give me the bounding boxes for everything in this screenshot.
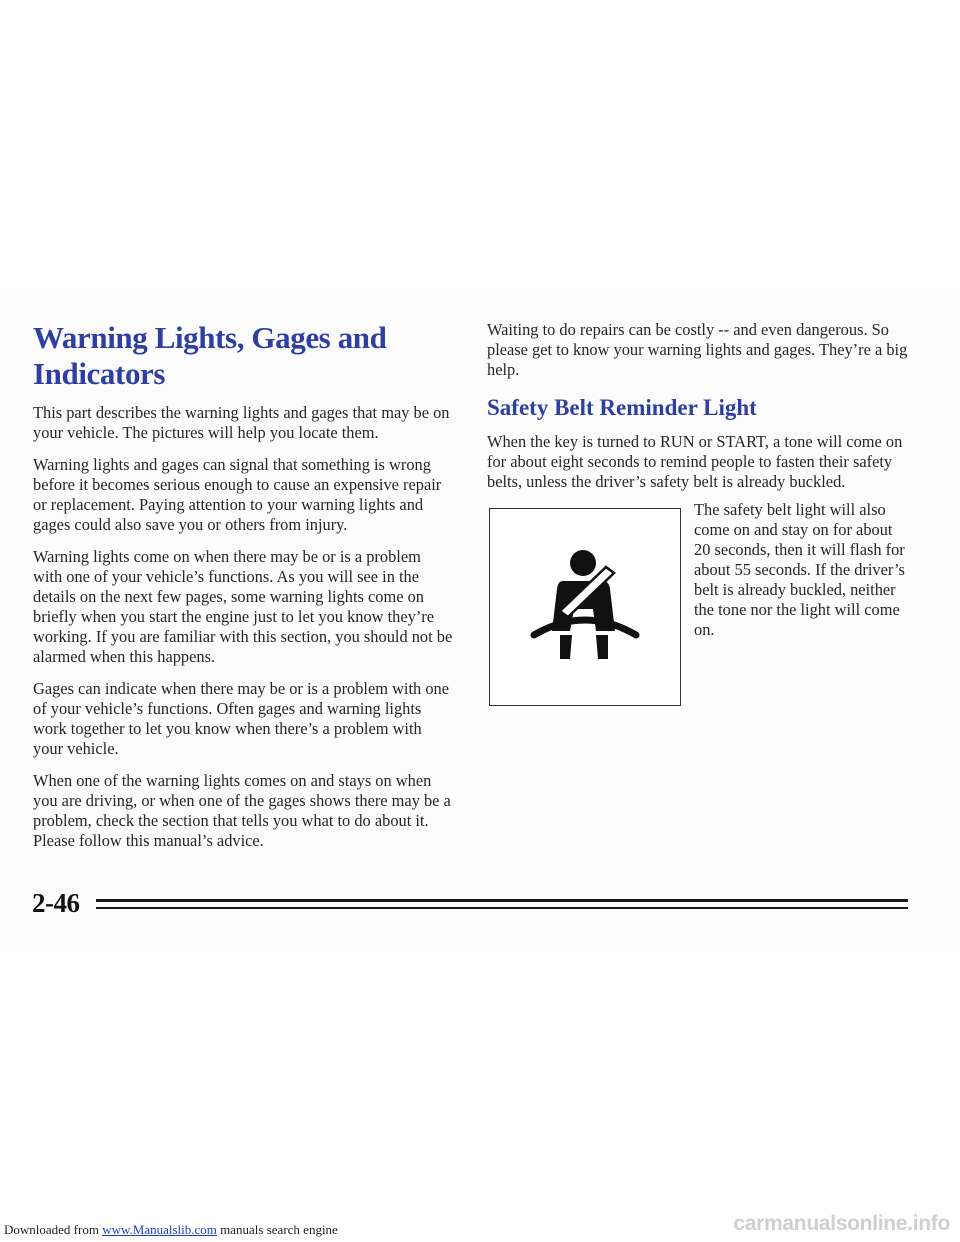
icon-row [487,499,917,708]
icon-description: The safety belt light will also come on and stay on for about 20 seconds, then it will flash for about 55 seconds. If the driver’s belt is already buckled, neither the tone nor the light will come on. [694,499,905,639]
safety-belt-icon-frame [489,508,681,706]
intro-paragraph: Waiting to do repairs can be costly -- and even dangerous. So please get to know your warning lights and gages. They’re a big help. [487,320,908,379]
left-column [33,320,453,863]
download-suffix: manuals search engine [216,1222,338,1237]
download-note [4,1222,338,1238]
section-paragraph: When the key is turned to RUN or START, a tone will come on for about eight seconds to remind people to fasten their safety belts, unless the driver’s safety belt is already buckled. [487,431,903,491]
download-prefix: Downloaded from [4,1222,103,1237]
footer-rule-thin [96,907,908,909]
right-column [487,320,917,708]
paragraph: This part describes the warning lights and gages that may be on your vehicle. The pictures will help you locate them. [33,403,450,443]
paragraph: Gages can indicate when there may be or is a problem with one of your vehicle’s functions. Often gages and warning lights work together to let you know when there’s a problem with your vehicle. [33,679,449,759]
paragraph: Warning lights come on when there may be or is a problem with one of your vehicle’s functions. As you will see in the details on the next few pages, some warning lights come on briefly when you start the engine just to let you know they’re working. If you are familiar with this section, you should not be alarmed when this happens. [33,547,453,667]
page-number: 2-46 [32,888,80,918]
manualslib-link[interactable]: www.Manualslib.com [102,1222,217,1237]
watermark: carmanualsonline.info [733,1212,950,1235]
footer-rule [96,899,908,902]
paragraph: When one of the warning lights comes on and stays on when you are driving, or when one of the gages shows there may be a problem, check the section that tells you what to do about it. Please follow this manual’s advice. [33,771,451,851]
safety-belt-icon [530,547,640,667]
section-title: Safety Belt Reminder Light [487,395,757,420]
page-title: Warning Lights, Gages and Indicators [33,320,387,391]
paragraph: Warning lights and gages can signal that something is wrong before it becomes serious enough to cause an expensive repair or replacement. Paying attention to your warning lights and gages could also save you or others from injury. [33,455,442,535]
